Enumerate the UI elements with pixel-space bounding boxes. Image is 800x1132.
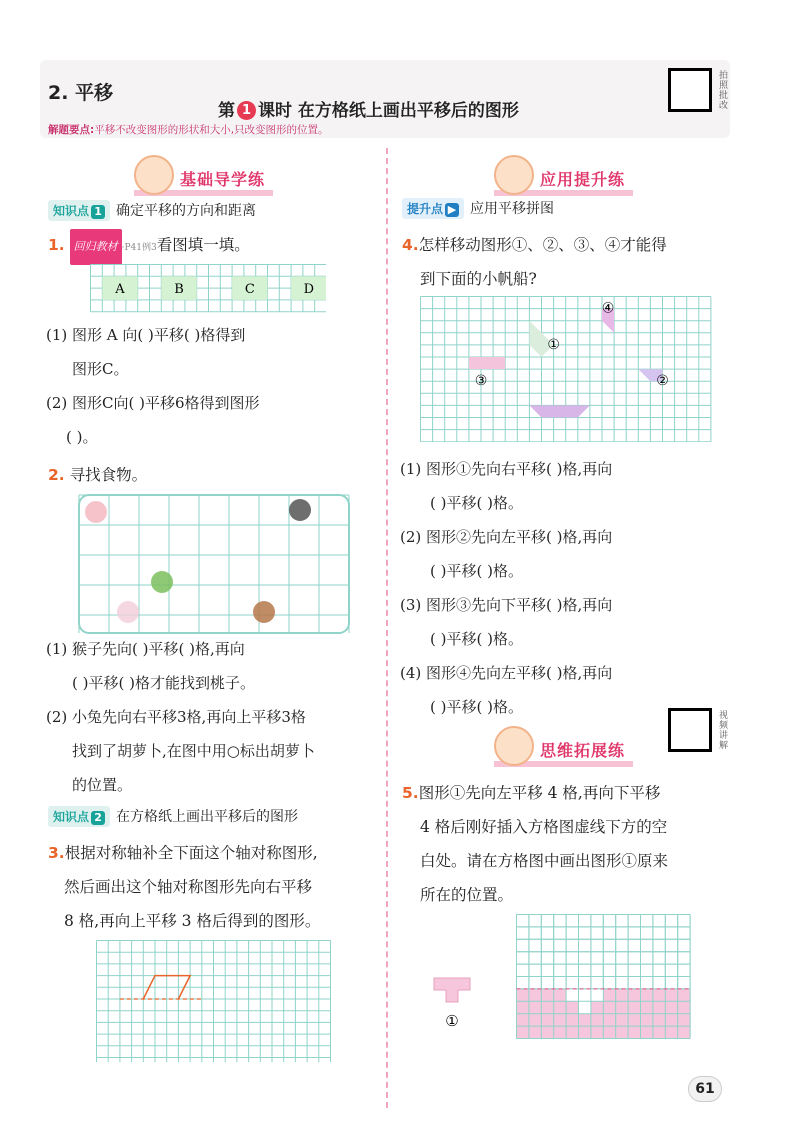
shape-label: ① — [547, 336, 560, 353]
grid-lines — [97, 941, 331, 1063]
panda-icon — [289, 499, 311, 521]
question-1: 1. 回归教材 ·P41例3看图填一填。 — [48, 228, 250, 265]
shape-label: ③ — [474, 373, 488, 390]
shape-label: C — [244, 282, 255, 298]
rabbit-icon — [117, 601, 139, 623]
shape-label: ④ — [601, 300, 615, 317]
shape-3 — [469, 357, 505, 369]
boat-hull — [529, 405, 590, 417]
q2-answers: (1) 猴子先向( )平移( )格,再向 ( )平移( )格才能找到桃子。 (2) 小兔先向右平移3格,再向上平移3格 找到了胡萝卜,在图中用○标出胡萝卜 的位置。 — [46, 640, 315, 794]
peach-icon — [85, 501, 107, 523]
question-4: 4.怎样移动图形①、②、③、④才能得 到下面的小帆船? — [402, 236, 667, 288]
qr-code-icon[interactable] — [668, 708, 712, 752]
band-extend: 思维拓展练 — [494, 726, 633, 767]
shape-label: B — [174, 282, 184, 298]
knowledge-point-2: 知识点 2 在方格纸上画出平移后的图形 — [48, 806, 298, 827]
shape-label: ① — [445, 1012, 459, 1030]
section-title: 2. 平移 — [48, 82, 114, 104]
q1-grid — [90, 264, 326, 314]
q2-grid — [78, 494, 350, 634]
qr-label: 视频讲解 — [717, 710, 727, 750]
shape-label: ② — [656, 373, 669, 390]
shape-label: A — [115, 282, 125, 298]
shape-1 — [434, 978, 470, 1002]
q5-grid — [428, 914, 694, 1040]
solving-tip: 解题要点:平移不改变图形的形状和大小,只改变图形的位置。 — [48, 124, 329, 136]
band-apply: 应用提升练 — [494, 155, 633, 196]
question-3: 3.根据对称轴补全下面这个轴对称图形, 然后画出这个轴对称图形先向右平移 8 格,再向上平移 3 格后得到的图形。 — [48, 844, 321, 930]
page-number: 61 — [688, 1076, 722, 1102]
student-avatar-icon — [494, 155, 534, 195]
student-avatar-icon — [134, 155, 174, 195]
gap — [566, 989, 603, 1001]
q3-grid — [96, 940, 332, 1064]
grid-lines — [421, 297, 711, 442]
gap — [579, 1001, 591, 1013]
student-avatar-icon — [494, 726, 534, 766]
qr-code-icon[interactable] — [668, 68, 712, 112]
bamboo-icon — [151, 571, 173, 593]
textbook-tag: 回归教材 — [70, 229, 122, 265]
improvement-point: 提升点 ▶ 应用平移拼图 — [402, 198, 554, 219]
q1-sub1: (1) 图形 A 向( )平移( )格得到 图形C。 (2) 图形C向( )平移6格得到图形 ( )。 — [46, 326, 260, 446]
monkey-icon — [253, 601, 275, 623]
knowledge-point-1: 知识点 1 确定平移的方向和距离 — [48, 200, 256, 221]
q4-grid — [420, 296, 712, 442]
lesson-number-badge: 1 — [237, 101, 256, 120]
q4-answers: (1) 图形①先向右平移( )格,再向 ( )平移( )格。 (2) 图形②先向左平移( )格,再向 ( )平移( )格。 (3) 图形③先向下平移( )格,再向 ( )平移( )格。 (4) 图形④先向左平移( )格,再向 ( )平移( )格。 — [400, 460, 613, 716]
lesson-title: 第 1 课时 在方格纸上画出平移后的图形 — [218, 101, 519, 121]
question-2: 2. 寻找食物。 — [48, 466, 148, 484]
shape-label: D — [303, 282, 315, 298]
column-divider — [386, 148, 388, 1108]
band-basic: 基础导学练 — [134, 155, 273, 196]
qr-label: 拍照批改 — [717, 70, 727, 110]
question-5: 5.图形①先向左平移 4 格,再向下平移 4 格后刚好插入方格图虚线下方的空 白处。请在方格图中画出图形①原来 所在的位置。 — [402, 784, 669, 904]
